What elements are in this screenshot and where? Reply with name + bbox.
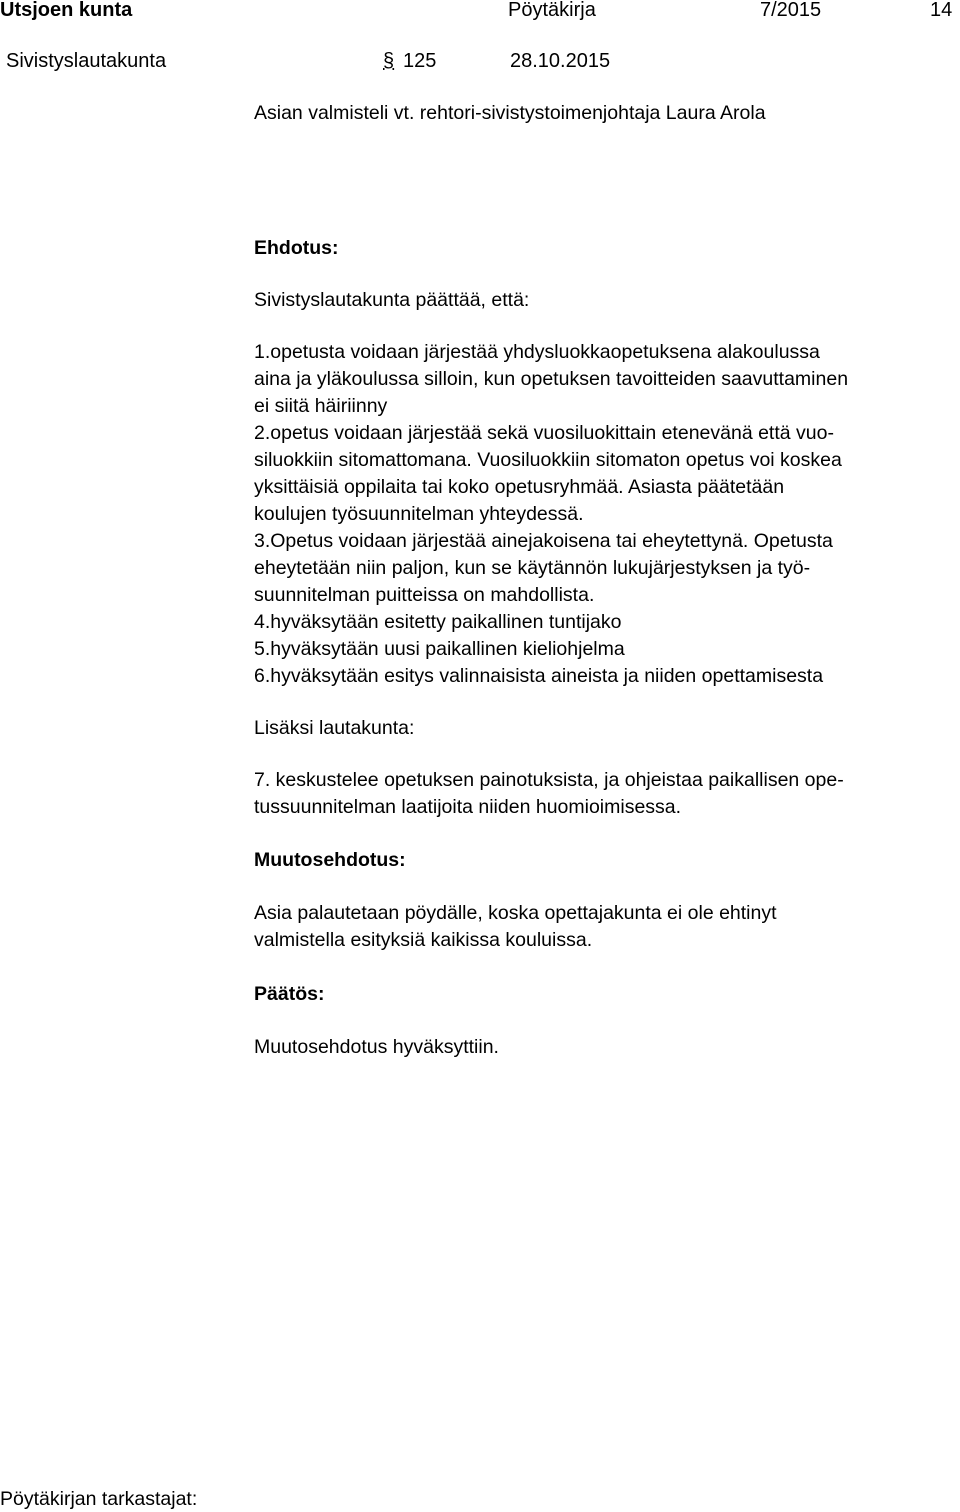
- proposal-list: [254, 339, 960, 690]
- preparer-line: Asian valmisteli vt. rehtori-sivistystoimenjohtaja Laura Arola: [254, 102, 766, 124]
- decision-text: Muutosehdotus hyväksyttiin.: [254, 1036, 499, 1058]
- page-number: 14: [930, 0, 953, 21]
- meeting-date: 28.10.2015: [510, 50, 611, 72]
- proposal-line: aina ja yläkoulussa silloin, kun opetuksen tavoitteiden saavuttaminen: [254, 368, 849, 390]
- proposal-line: siluokkiin sitomattomana. Vuosiluokkiin sitomaton opetus voi koskea: [254, 449, 842, 471]
- counter-proposal-line: Asia palautetaan pöydälle, koska opettajakunta ei ole ehtinyt: [254, 902, 777, 924]
- proposal-line: koulujen työsuunnitelman yhteydessä.: [254, 503, 584, 525]
- additional-line: 7. keskustelee opetuksen painotuksista, ja ohjeistaa paikallisen ope-: [254, 769, 844, 791]
- proposal-line: eheytetään niin paljon, kun se käytännön lukujärjestyksen ja työ-: [254, 557, 811, 579]
- decision-heading: Päätös:: [254, 983, 325, 1005]
- additional-heading: Lisäksi lautakunta:: [254, 717, 415, 739]
- proposal-line: 4.hyväksytään esitetty paikallinen tuntijako: [254, 611, 622, 633]
- proposal-line: 2.opetus voidaan järjestää sekä vuosiluokittain etenevänä että vuo-: [254, 422, 834, 444]
- section-number: 125: [403, 50, 437, 72]
- proposal-line: ei siitä häiriinny: [254, 395, 388, 417]
- proposal-heading: Ehdotus:: [254, 237, 339, 259]
- proposal-line: 6.hyväksytään esitys valinnaisista aineista ja niiden opettamisesta: [254, 665, 824, 687]
- proposal-line: yksittäisiä oppilaita tai koko opetusryhmää. Asiasta päätetään: [254, 476, 785, 498]
- additional-list: [254, 767, 960, 821]
- counter-proposal-text: [254, 900, 960, 954]
- counter-proposal-heading: Muutosehdotus:: [254, 849, 406, 871]
- board-name: Sivistyslautakunta: [6, 50, 167, 72]
- proposal-line: 5.hyväksytään uusi paikallinen kieliohjelma: [254, 638, 625, 660]
- proposal-intro: Sivistyslautakunta päättää, että:: [254, 289, 530, 311]
- municipality-name: Utsjoen kunta: [0, 0, 133, 21]
- proposal-line: 1.opetusta voidaan järjestää yhdysluokkaopetuksena alakoulussa: [254, 341, 820, 363]
- counter-proposal-line: valmistella esityksiä kaikissa kouluissa.: [254, 929, 593, 951]
- protocol-number: 7/2015: [760, 0, 822, 21]
- additional-line: tussuunnitelman laatijoita niiden huomioimisessa.: [254, 796, 682, 818]
- section-sign: §: [383, 50, 395, 72]
- reviewers-label: Pöytäkirjan tarkastajat:: [0, 1488, 198, 1510]
- document-type: Pöytäkirja: [508, 0, 596, 21]
- proposal-line: suunnitelman puitteissa on mahdollista.: [254, 584, 595, 606]
- proposal-line: 3.Opetus voidaan järjestää ainejakoisena tai eheytettynä. Opetusta: [254, 530, 833, 552]
